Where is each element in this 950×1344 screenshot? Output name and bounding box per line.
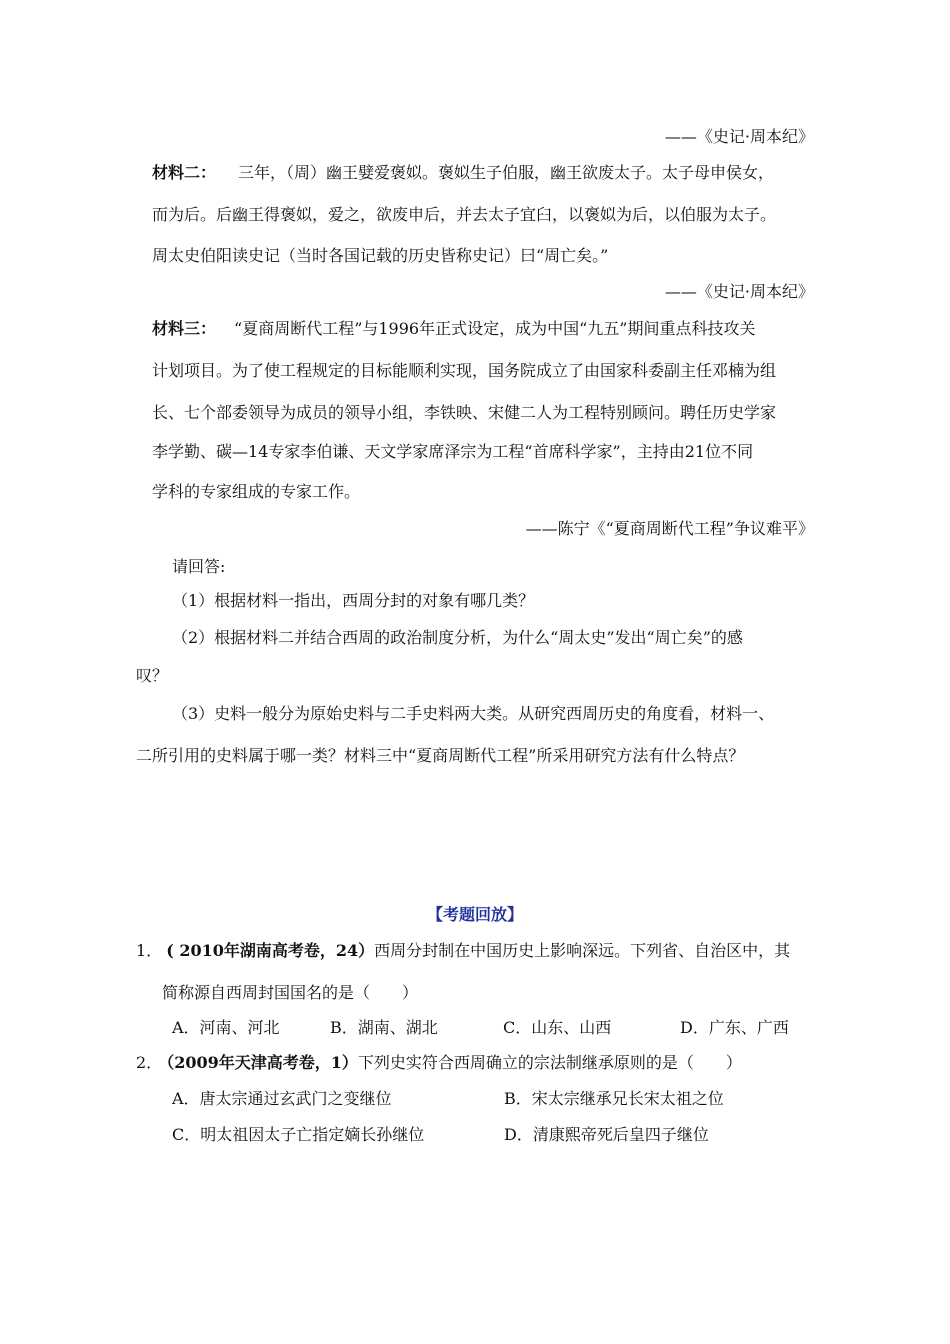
material3-line2: 计划项目。为了使工程规定的目标能顺利实现，国务院成立了由国家科委副主任邓楠为组 (152, 361, 777, 380)
material3-line1 (152, 318, 755, 340)
material3-label: 材料三： (152, 319, 217, 338)
source-citation-1: ——《史记·周本纪》 (664, 127, 814, 146)
question-2-line1: （2）根据材料二并结合西周的政治制度分析，为什么“周太史”发出“周亡矣”的感 (172, 628, 743, 647)
material3-line4: 李学勤、碳—14专家李伯谦、天文学家席泽宗为工程“首席科学家”，主持由21位不同 (152, 442, 754, 461)
material3-line5: 学科的专家组成的专家工作。 (152, 482, 361, 501)
material2-line1 (152, 162, 774, 184)
question-3-line1: （3）史料一般分为原始史料与二手史料两大类。从研究西周历史的角度看，材料一、 (172, 704, 775, 723)
review-item-2-line1 (136, 1052, 742, 1074)
review-item-1-option-c[interactable]: C．山东、山西 (503, 1018, 612, 1037)
review-item-1-tag: ( 2010年湖南高考卷，24） (166, 941, 375, 960)
review-item-2-option-d[interactable]: D．清康熙帝死后皇四子继位 (504, 1125, 709, 1144)
review-item-2-option-a[interactable]: A．唐太宗通过玄武门之变继位 (172, 1089, 392, 1108)
source-citation-2: ——《史记·周本纪》 (664, 282, 814, 301)
review-item-2-option-b[interactable]: B．宋太宗继承兄长宋太祖之位 (504, 1089, 724, 1108)
review-heading: 【考题回放】 (426, 905, 523, 924)
question-3-line2: 二所引用的史料属于哪一类？材料三中“夏商周断代工程”所采用研究方法有什么特点？ (136, 746, 745, 765)
material2-label: 材料二： (152, 163, 217, 182)
review-item-1-option-d[interactable]: D．广东、广西 (680, 1018, 789, 1037)
question-1: （1）根据材料一指出，西周分封的对象有哪几类？ (172, 591, 535, 610)
material2-text-1: 三年，（周）幽王嬖爱褒姒。褒姒生子伯服，幽王欲废太子。太子母申侯女， (238, 163, 775, 182)
review-item-2-text: 下列史实符合西周确立的宗法制继承原则的是（ ） (357, 1053, 742, 1072)
material2-line2: 而为后。后幽王得褒姒，爱之，欲废申后，并去太子宜臼，以褒姒为后，以伯服为太子。 (152, 205, 777, 224)
review-item-2-number: 2． (136, 1053, 163, 1072)
questions-prompt: 请回答: (172, 557, 226, 576)
review-item-1-text: 西周分封制在中国历史上影响深远。下列省、自治区中，其 (374, 941, 791, 960)
review-item-1-line1 (136, 940, 790, 962)
review-item-1-option-b[interactable]: B．湖南、湖北 (330, 1018, 438, 1037)
question-2-line2: 叹？ (136, 666, 169, 685)
material3-text-1: “夏商周断代工程”与1996年正式设定，成为中国“九五”期间重点科技攻关 (234, 319, 756, 338)
material2-line3: 周太史伯阳读史记（当时各国记载的历史皆称史记）曰“周亡矣。” (152, 246, 609, 265)
review-item-1-option-a[interactable]: A．河南、河北 (172, 1018, 280, 1037)
review-item-2-option-c[interactable]: C．明太祖因太子亡指定嫡长孙继位 (172, 1125, 425, 1144)
review-item-2-tag: （2009年天津高考卷，1） (166, 1053, 358, 1072)
source-citation-3: ——陈宁《“夏商周断代工程”争议难平》 (525, 519, 814, 538)
material3-line3: 长、七个部委领导为成员的领导小组，李铁映、宋健二人为工程特别顾问。聘任历史学家 (152, 403, 777, 422)
review-item-1-line2: 简称源自西周封国国名的是（ ） (162, 983, 419, 1002)
review-item-1-number: 1． (136, 941, 163, 960)
